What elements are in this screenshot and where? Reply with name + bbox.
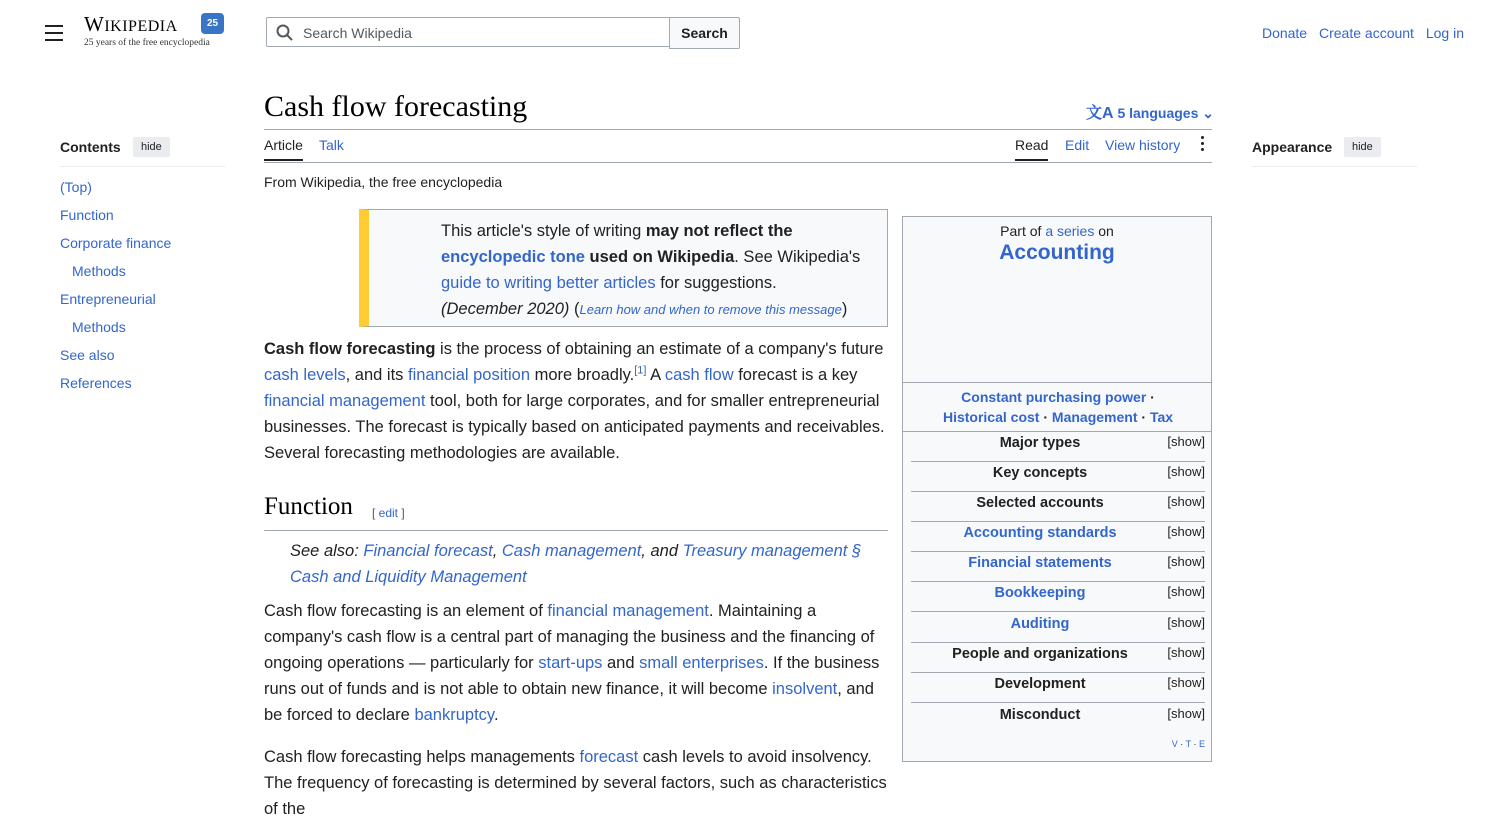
- search-input[interactable]: [301, 24, 665, 42]
- edit-bracket-open: [: [372, 506, 379, 520]
- text: and: [602, 654, 640, 672]
- financial-management-link-2[interactable]: financial management: [547, 602, 709, 620]
- toc-item-methods-2[interactable]: Methods: [72, 319, 126, 335]
- cash-management-link[interactable]: Cash management: [501, 542, 642, 560]
- ambox-text: [441, 218, 861, 323]
- language-count: 5 languages: [1117, 105, 1199, 121]
- hatnote-prefix: See also:: [290, 542, 364, 560]
- main-menu-icon[interactable]: [45, 25, 63, 41]
- toc-list: [60, 177, 171, 401]
- text: forecast is a key: [733, 366, 858, 384]
- text: more broadly.: [530, 366, 635, 384]
- ambox-bold-1: may not reflect the: [645, 222, 793, 240]
- writing-guide-link[interactable]: guide to writing better articles: [441, 274, 656, 292]
- search-icon: [276, 24, 294, 42]
- text: .: [493, 706, 499, 724]
- sep: , and: [641, 542, 683, 560]
- group-label: Selected accounts: [976, 495, 1104, 511]
- section-divider: [264, 530, 888, 531]
- group-label-link[interactable]: Auditing: [1010, 616, 1070, 632]
- text: . If the business runs out of funds and is not able to obtain new finance, it will become: [264, 654, 880, 698]
- appearance-divider: [1252, 166, 1417, 167]
- start-ups-link[interactable]: start-ups: [538, 654, 603, 672]
- sidebar-group[interactable]: [911, 673, 1205, 703]
- logo-wordmark: WIKIPEDIA: [84, 12, 178, 36]
- toc-item-see-also[interactable]: See also: [60, 347, 115, 363]
- accounting-sidebar: [902, 216, 1212, 762]
- style-warning-box: [359, 209, 888, 327]
- wikipedia-logo[interactable]: [84, 12, 210, 48]
- text: tool, both for large corporates, and for smaller entrepreneurial businesses. The forecast is typically based on anticipated payments and receivables. Several forecasting methodologies are available.: [264, 392, 885, 462]
- show-toggle[interactable]: [show]: [1167, 524, 1205, 539]
- group-label: Key concepts: [992, 465, 1088, 481]
- small-enterprises-link[interactable]: small enterprises: [639, 654, 764, 672]
- financial-management-link[interactable]: financial management: [264, 392, 426, 410]
- sidebar-links: Constant purchasing power · Historical cost · Management · Tax: [942, 389, 1174, 425]
- page-title: Cash flow forecasting: [264, 90, 528, 123]
- sidebar-group[interactable]: [911, 643, 1205, 673]
- sidebar-group[interactable]: [911, 492, 1205, 522]
- bankruptcy-link[interactable]: bankruptcy: [414, 706, 494, 724]
- donate-link[interactable]: Donate: [1261, 25, 1308, 41]
- text: . Maintaining a company's cash flow is a central part of managing the business and the financing of ongoing operations — particularly for: [264, 602, 875, 672]
- cash-flow-link[interactable]: cash flow: [664, 366, 734, 384]
- edit-bracket-close: ]: [398, 506, 405, 520]
- toc-divider: [60, 166, 225, 167]
- show-toggle[interactable]: [show]: [1167, 434, 1205, 449]
- edit-template-link[interactable]: E: [1198, 739, 1205, 749]
- show-toggle[interactable]: [show]: [1167, 645, 1205, 660]
- bold-term: Cash flow forecasting: [264, 340, 436, 358]
- ambox-text-2: . See Wikipedia's: [734, 248, 861, 266]
- ambox-text-3: for suggestions.: [655, 274, 777, 292]
- appearance-heading: Appearance: [1252, 139, 1333, 155]
- historical-cost-link[interactable]: Historical cost: [942, 409, 1040, 425]
- toc-hide-button[interactable]: hide: [133, 137, 170, 157]
- tab-talk[interactable]: Talk: [319, 137, 344, 153]
- logo-tagline: 25 years of the free encyclopedia: [84, 38, 210, 48]
- treasury-management-link[interactable]: Treasury management § Cash and Liquidity Management: [290, 542, 862, 586]
- tab-read[interactable]: Read: [1015, 137, 1048, 161]
- tab-article[interactable]: Article: [264, 137, 303, 161]
- remove-message-link[interactable]: Learn how and when to remove this message: [579, 302, 842, 317]
- tabs-divider: [264, 162, 1212, 163]
- edit-section-link[interactable]: edit: [378, 506, 399, 520]
- text: Cash flow forecasting helps managements: [264, 748, 580, 766]
- intro-paragraph: [264, 336, 888, 466]
- show-toggle[interactable]: [show]: [1167, 615, 1205, 630]
- ambox-bold-2: used on Wikipedia: [584, 248, 735, 266]
- ambox-date: (December 2020): [441, 300, 570, 318]
- ambox-text-1: This article's style of writing: [441, 222, 646, 240]
- series-link[interactable]: a series: [1045, 223, 1095, 239]
- sidebar-title-link[interactable]: Accounting: [999, 241, 1115, 264]
- cash-levels-link[interactable]: cash levels: [264, 366, 346, 384]
- title-divider: [264, 129, 1212, 130]
- show-toggle[interactable]: [show]: [1167, 464, 1205, 479]
- financial-forecast-link[interactable]: Financial forecast: [363, 542, 493, 560]
- language-button[interactable]: [1086, 100, 1214, 123]
- group-label: Major types: [999, 435, 1081, 451]
- search-box: [266, 17, 670, 47]
- text: , and its: [345, 366, 408, 384]
- forecast-link[interactable]: forecast: [579, 748, 639, 766]
- talk-template-link[interactable]: T: [1185, 739, 1191, 749]
- sidebar-group[interactable]: [911, 704, 1205, 734]
- reference-1-link[interactable]: [1]: [634, 364, 647, 377]
- text: is the process of obtaining an estimate of a company's future: [435, 340, 884, 358]
- group-label: People and organizations: [952, 646, 1128, 662]
- financial-position-link[interactable]: financial position: [408, 366, 530, 384]
- management-link[interactable]: Management: [1051, 409, 1138, 425]
- log-in-link[interactable]: Log in: [1425, 25, 1464, 41]
- show-toggle[interactable]: [show]: [1167, 675, 1205, 690]
- sidebar-group[interactable]: [911, 522, 1205, 552]
- tax-link[interactable]: Tax: [1149, 409, 1174, 425]
- group-label-link[interactable]: Accounting standards: [963, 525, 1117, 541]
- sidebar-group[interactable]: [911, 552, 1205, 582]
- text: on: [1094, 223, 1114, 239]
- toc-heading: Contents: [60, 139, 121, 155]
- text: cash levels to avoid insolvency. The frequency of forecasting is determined by several factors, such as characteristics of the: [264, 748, 887, 818]
- vte-links: V · T · E: [1171, 739, 1205, 749]
- group-label-link[interactable]: Bookkeeping: [994, 585, 1086, 601]
- group-label: Misconduct: [999, 707, 1081, 723]
- text: , and be forced to declare: [264, 680, 874, 724]
- sidebar-group[interactable]: [911, 613, 1205, 643]
- search-button[interactable]: Search: [669, 17, 740, 49]
- puzzle-globe-icon: 25: [201, 13, 224, 34]
- toc-item-entrepreneurial[interactable]: Entrepreneurial: [60, 291, 156, 307]
- sidebar-group[interactable]: [911, 582, 1205, 612]
- view-template-link[interactable]: V: [1171, 739, 1178, 749]
- more-actions-icon[interactable]: [1200, 136, 1206, 154]
- show-toggle[interactable]: [show]: [1167, 706, 1205, 721]
- text: Part of: [1000, 223, 1046, 239]
- encyclopedic-tone-link[interactable]: encyclopedic tone: [441, 248, 585, 266]
- toc-item-top[interactable]: (Top): [60, 179, 92, 195]
- show-toggle[interactable]: [show]: [1167, 584, 1205, 599]
- toc-item-references[interactable]: References: [60, 375, 132, 391]
- sidebar-divider: [903, 382, 1211, 383]
- tab-view-history[interactable]: View history: [1105, 137, 1181, 153]
- insolvent-link[interactable]: insolvent: [772, 680, 838, 698]
- translate-icon: 文A: [1086, 105, 1114, 122]
- text: A: [646, 366, 665, 384]
- section-heading-function: Function: [264, 493, 353, 520]
- show-toggle[interactable]: [show]: [1167, 494, 1205, 509]
- function-paragraph-1: [264, 598, 888, 728]
- show-toggle[interactable]: [show]: [1167, 554, 1205, 569]
- appearance-hide-button[interactable]: hide: [1344, 137, 1381, 157]
- tab-edit[interactable]: Edit: [1065, 137, 1090, 153]
- create-account-link[interactable]: Create account: [1319, 25, 1414, 41]
- site-sub: From Wikipedia, the free encyclopedia: [264, 174, 503, 190]
- toc-item-function[interactable]: Function: [60, 207, 114, 223]
- group-label: Development: [994, 676, 1086, 692]
- personal-tools: [1254, 25, 1464, 41]
- toc-item-corporate-finance[interactable]: Corporate finance: [60, 235, 172, 251]
- see-also-hatnote: [290, 538, 890, 590]
- sidebar-part-of: [903, 223, 1211, 239]
- section-edit: [372, 506, 405, 520]
- text: Cash flow forecasting is an element of: [264, 602, 548, 620]
- ambox-text-5: ): [841, 300, 848, 318]
- sidebar-group[interactable]: [911, 462, 1205, 492]
- group-label-link[interactable]: Financial statements: [968, 555, 1112, 571]
- toc-item-methods[interactable]: Methods: [72, 263, 126, 279]
- constant-purchasing-power-link[interactable]: Constant purchasing power: [961, 389, 1147, 405]
- ambox-text-4: (: [569, 300, 580, 318]
- function-paragraph-2: [264, 744, 888, 822]
- chevron-down-icon: ⌄: [1202, 105, 1214, 121]
- sep: ,: [492, 542, 502, 560]
- sidebar-group[interactable]: [911, 432, 1205, 462]
